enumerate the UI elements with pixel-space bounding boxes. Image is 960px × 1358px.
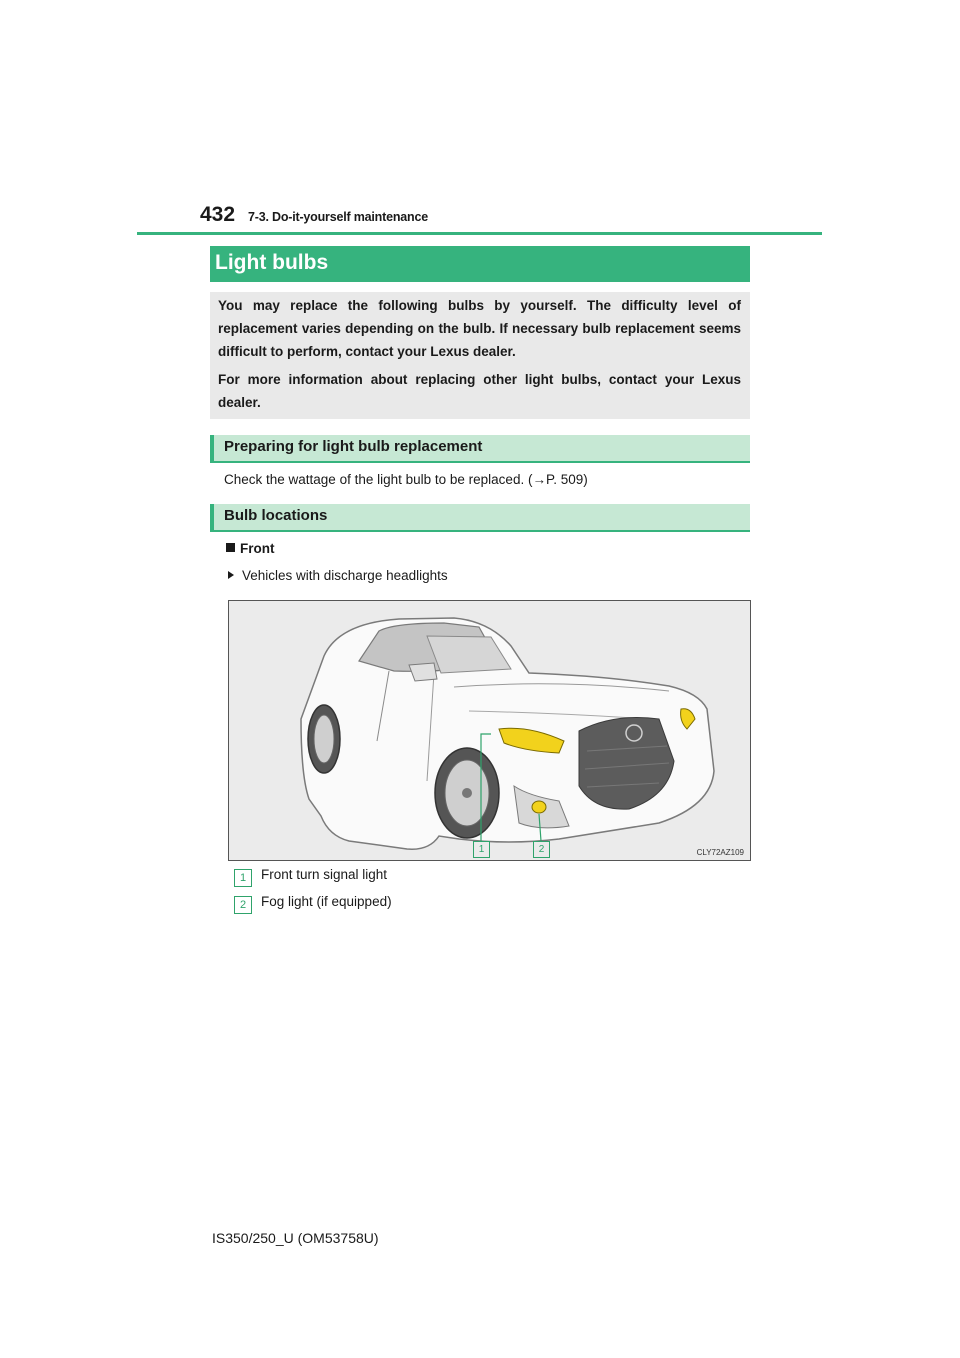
- front-heading: [226, 541, 275, 556]
- car-front-illustration: [228, 600, 751, 861]
- page-title: Light bulbs: [215, 251, 329, 274]
- page-title-bar: [210, 246, 750, 282]
- vehicles-subheading: [228, 568, 448, 583]
- preparing-heading: Preparing for light bulb replacement: [224, 438, 483, 455]
- legend-number-1: 1: [234, 869, 252, 887]
- footer-model: IS350/250_U (OM53758U): [212, 1230, 379, 1246]
- intro-box: [210, 292, 750, 419]
- legend-number-2: 2: [234, 896, 252, 914]
- header-divider: [137, 232, 822, 235]
- car-illustration-svg: [229, 601, 750, 860]
- legend-item-1: [234, 867, 387, 887]
- figure-code: CLY72AZ109: [696, 848, 744, 857]
- intro-paragraph-1: You may replace the following bulbs by yourself. The difficulty level of replacement varies depending on the bulb. If necessary bulb replacement seems difficult to perform, contact your Lexus dealer.: [218, 298, 741, 359]
- front-label: Front: [240, 541, 275, 556]
- preparing-heading-bar: [210, 435, 750, 463]
- page-number: 432: [200, 203, 236, 226]
- triangle-bullet-icon: [228, 571, 234, 579]
- intro-paragraph-2: For more information about replacing other light bulbs, contact your Lexus dealer.: [218, 372, 741, 410]
- preparing-text: Check the wattage of the light bulb to be replaced. (→P. 509): [224, 472, 588, 487]
- bulb-locations-heading: Bulb locations: [224, 507, 328, 524]
- legend-label-2: Fog light (if equipped): [261, 894, 392, 909]
- legend-label-1: Front turn signal light: [261, 867, 388, 882]
- vehicles-label: Vehicles with discharge headlights: [242, 568, 448, 583]
- callout-1-marker: 1: [473, 841, 490, 858]
- section-title: 7-3. Do-it-yourself maintenance: [248, 210, 428, 224]
- callout-2-marker: 2: [533, 841, 550, 858]
- square-bullet-icon: [226, 543, 235, 552]
- legend-item-2: [234, 894, 392, 914]
- bulb-locations-heading-bar: [210, 504, 750, 532]
